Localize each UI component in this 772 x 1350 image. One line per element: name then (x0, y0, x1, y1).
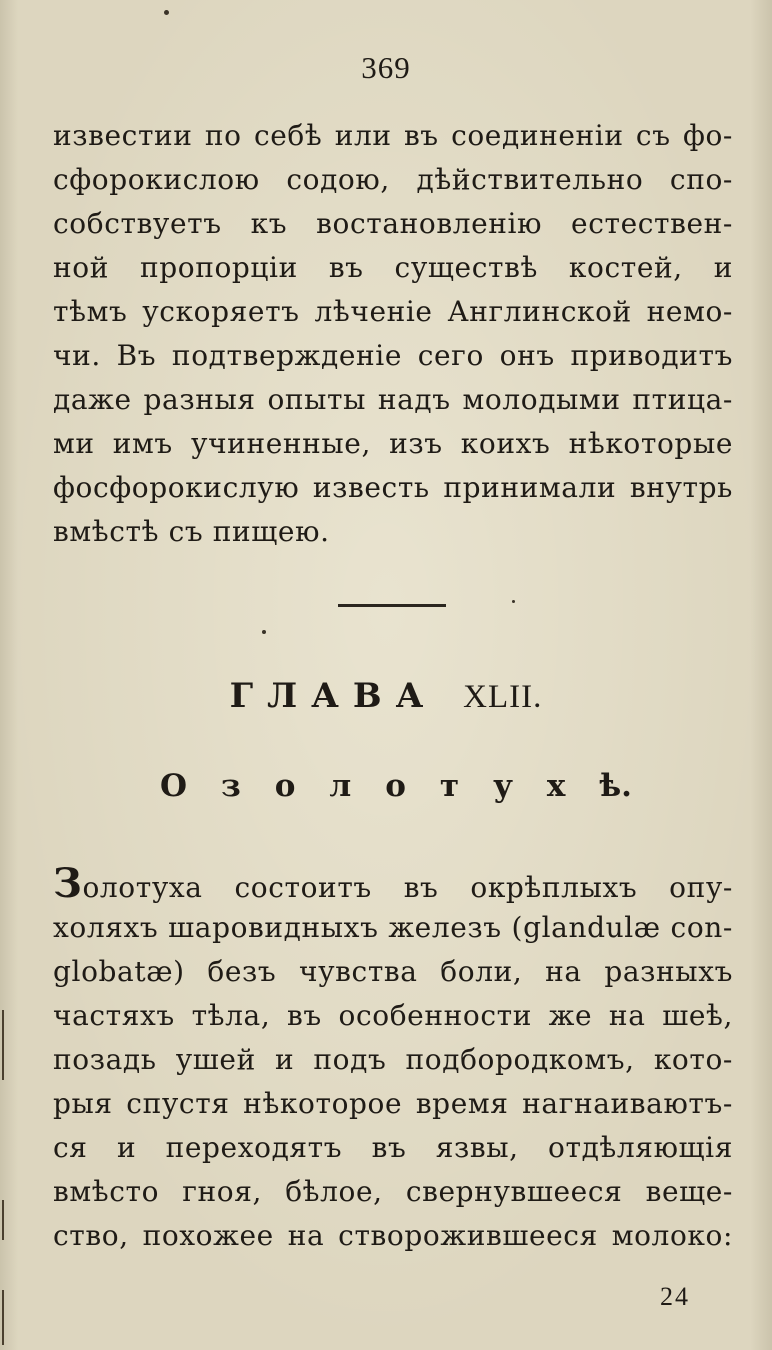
chapter-title-letter: х (546, 768, 566, 804)
text-line: ся и переходятъ въ язвы, отдѣляющія (53, 1131, 733, 1164)
ink-speck (262, 630, 266, 634)
text-line: собствуетъ къ востановленію естествен- (53, 207, 733, 240)
text-line: рыя спустя нѣкоторое время нагнаиваютъ- (53, 1087, 733, 1120)
drop-capital: З (53, 860, 83, 907)
chapter-title-letter: з (220, 768, 241, 804)
page-edge-mark (2, 1200, 4, 1240)
page-number: 369 (361, 50, 411, 85)
page-edge-mark (2, 1290, 4, 1345)
text-line: известии по себѣ или въ соединеніи съ фо- (53, 119, 733, 152)
text-line: частяхъ тѣла, въ особенности же на шеѣ, (53, 999, 733, 1032)
chapter-title-letter: л (329, 768, 352, 804)
chapter-heading (0, 676, 772, 716)
text-line: тѣмъ ускоряетъ лѣченіе Англинской немо- (53, 295, 733, 328)
text-line: вмѣстѣ съ пищею. (53, 515, 330, 548)
text-line: сфорокислою содою, дѣйствительно спо- (53, 163, 733, 196)
paragraph-chapter-body (53, 862, 733, 1258)
chapter-title (160, 768, 632, 804)
text-line: холяхъ шаровидныхъ железъ (glandulæ con- (53, 911, 733, 944)
text-line: ми имъ учиненные, изъ коихъ нѣкоторые (53, 427, 733, 460)
paragraph-continued (53, 114, 733, 554)
text-line: позадь ушей и подъ подбородкомъ, кото- (53, 1043, 733, 1076)
signature-mark: 24 (660, 1282, 690, 1311)
text-line: даже разныя опыты надъ молодыми птица- (53, 383, 733, 416)
text-line: ной пропорціи въ существѣ костей, и (53, 251, 733, 284)
chapter-title-letter: о (385, 768, 406, 804)
text-line-rest: олотуха состоитъ въ окрѣплыхъ опу- (82, 871, 733, 904)
section-divider (338, 604, 446, 607)
text-line-first (53, 862, 733, 906)
text-line: ство, похожее на створожившееся молоко: (53, 1219, 733, 1252)
chapter-heading-word: ГЛАВА (229, 676, 438, 716)
page-edge-mark (2, 1010, 4, 1080)
chapter-title-letter: О (160, 768, 188, 804)
chapter-title-letter: т (439, 768, 460, 804)
chapter-title-letter: ѣ. (599, 768, 632, 804)
chapter-title-letter: о (274, 768, 296, 804)
text-line: вмѣсто гноя, бѣлое, свернувшееся веще- (53, 1175, 733, 1208)
ink-speck (512, 600, 515, 603)
ink-speck (164, 10, 169, 15)
text-line: globatæ) безъ чувства боли, на разныхъ (53, 955, 733, 988)
text-line: чи. Въ подтвержденіе сего онъ приводитъ (53, 339, 733, 372)
chapter-title-letter: у (493, 768, 513, 804)
chapter-number: XLII. (463, 679, 543, 715)
text-line: фосфорокислую известь принимали внутрь (53, 471, 733, 504)
